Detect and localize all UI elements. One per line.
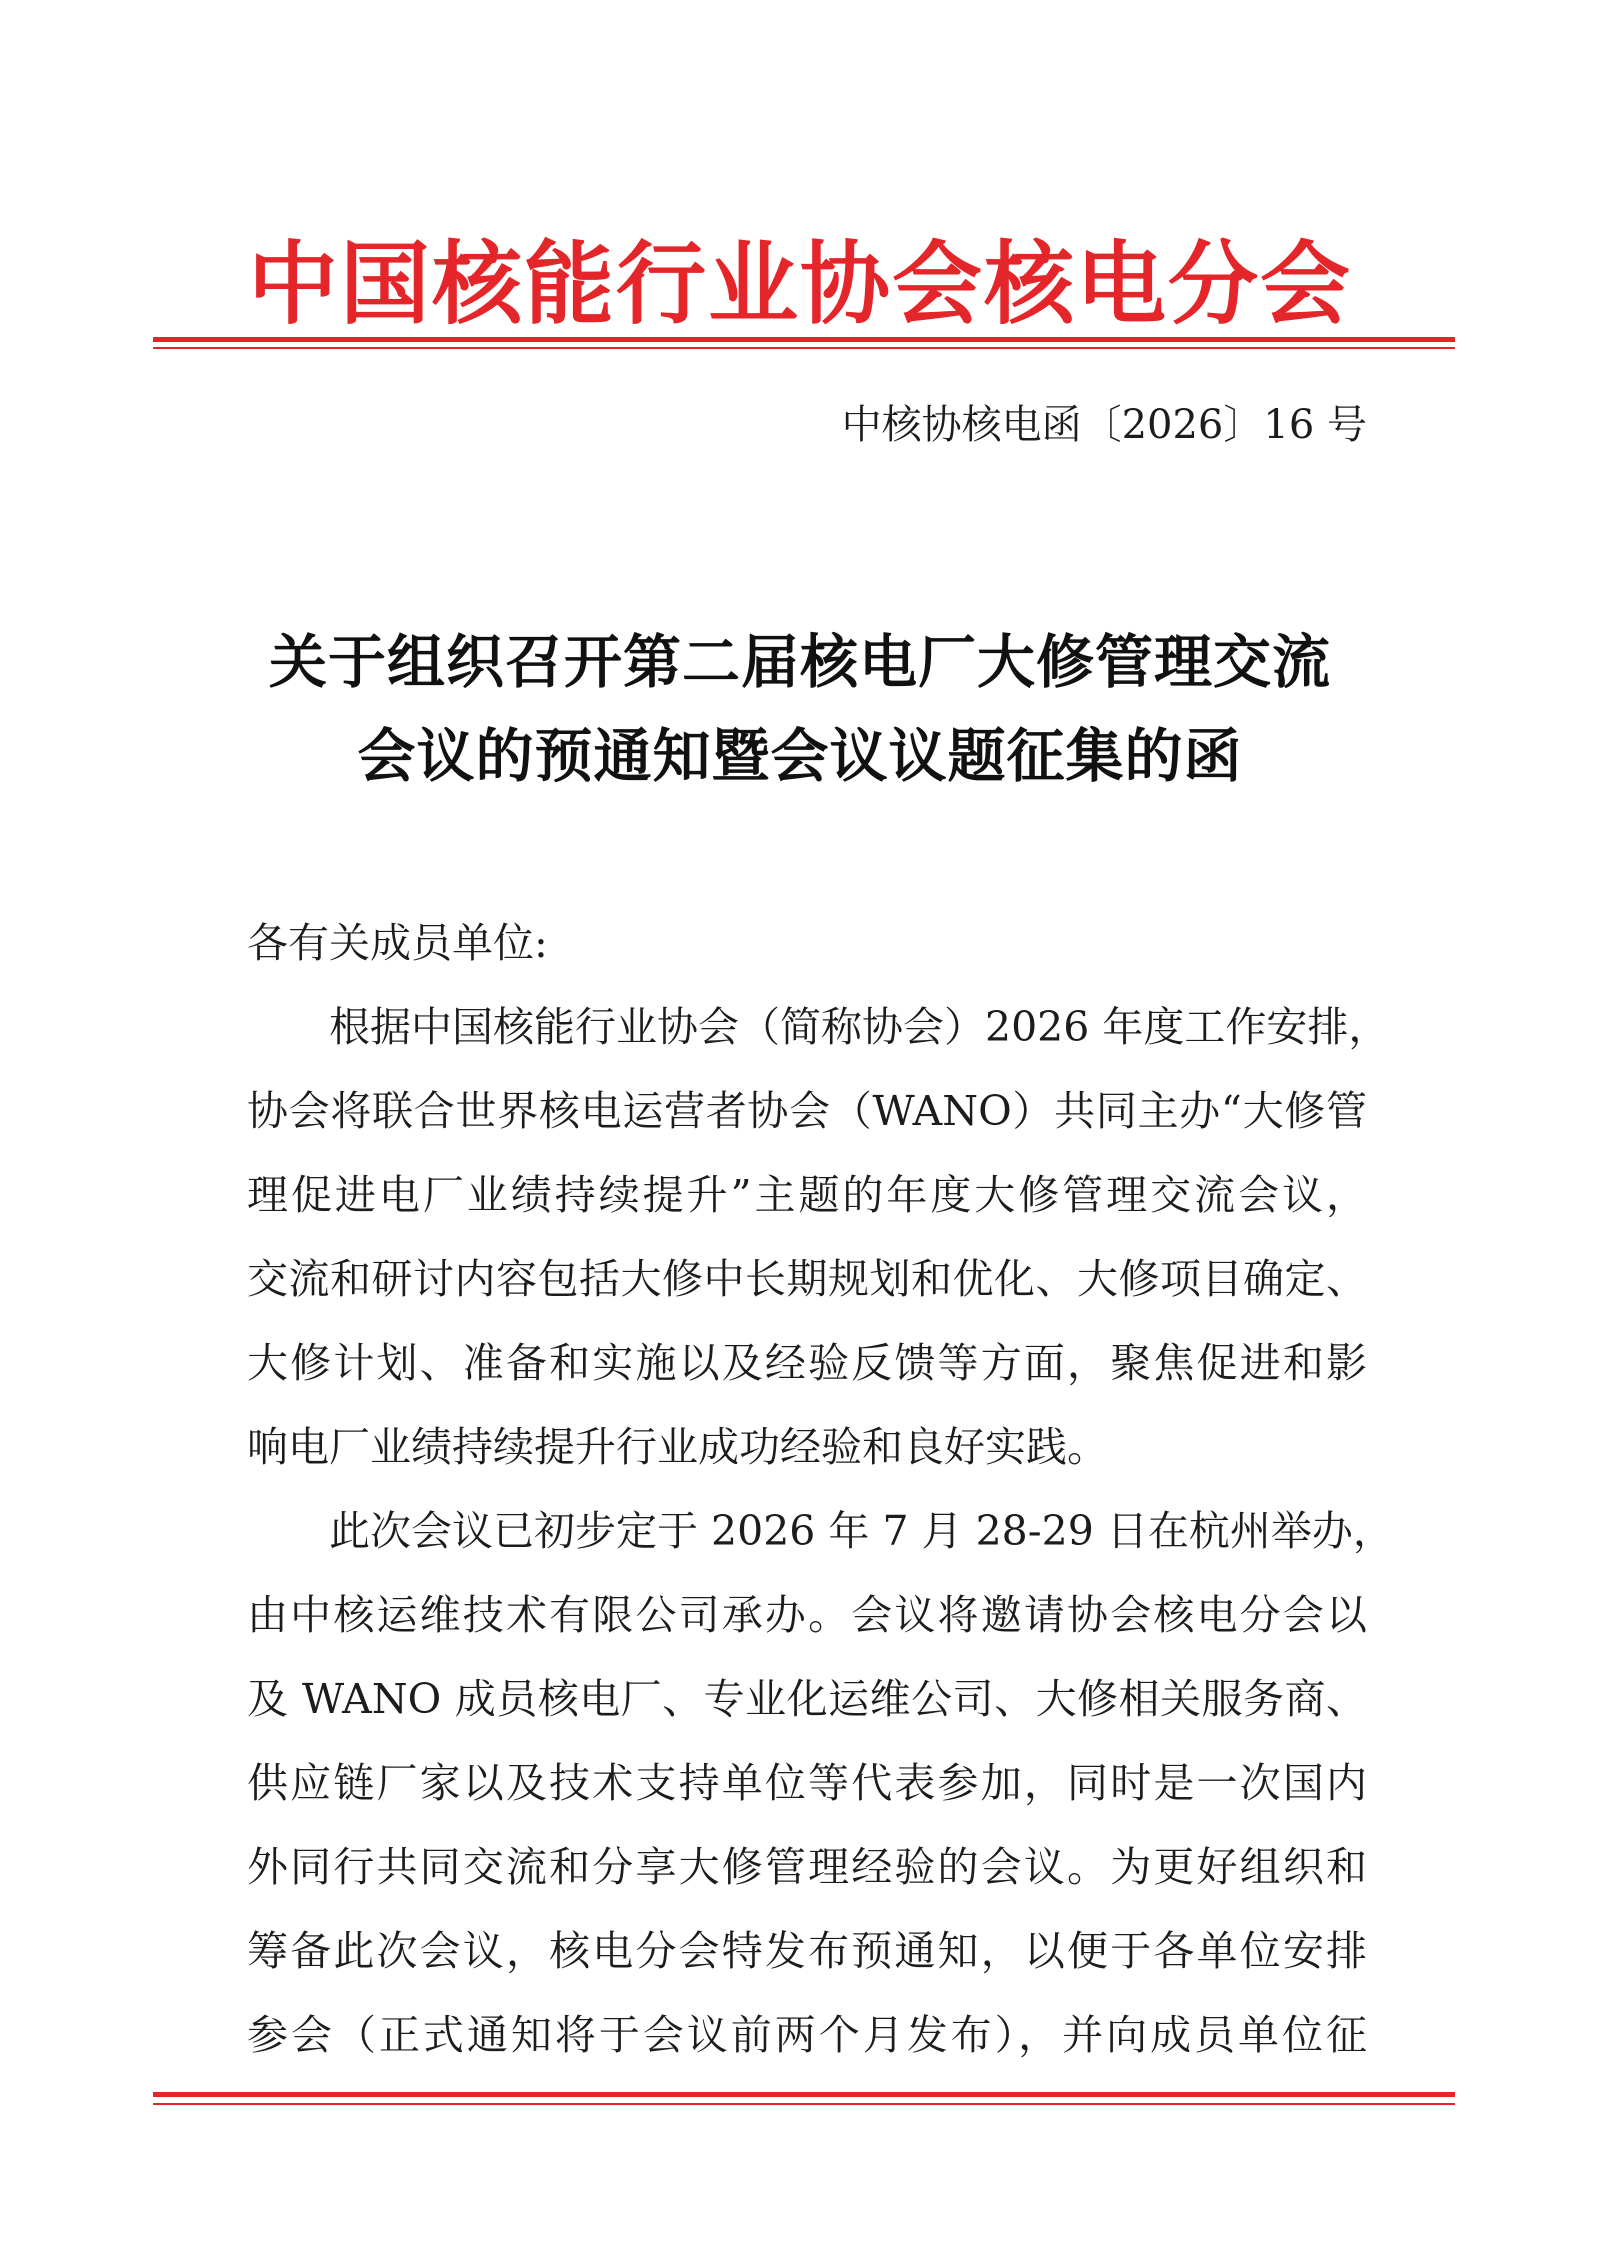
paragraph-line: 大修计划、准备和实施以及经验反馈等方面，聚焦促进和影 (247, 1339, 1367, 1387)
paragraph-line: 响电厂业绩持续提升行业成功经验和良好实践。 (247, 1423, 1108, 1471)
body-paragraph (247, 1489, 1394, 2077)
paragraph-line: 外同行共同交流和分享大修管理经验的会议。为更好组织和 (247, 1843, 1367, 1891)
document-body (247, 901, 1394, 2077)
paragraph-line: 供应链厂家以及技术支持单位等代表参加，同时是一次国内 (247, 1759, 1367, 1807)
paragraph-line: 根据中国核能行业协会（简称协会）2026 年度工作安排， (329, 1003, 1390, 1051)
document-title (0, 615, 1600, 803)
salutation: 各有关成员单位: (247, 919, 548, 967)
footer-rule-thick (153, 2092, 1455, 2097)
paragraph-line: 筹备此次会议，核电分会特发布预通知，以便于各单位安排 (247, 1927, 1367, 1975)
letterhead-rule-thin (153, 347, 1455, 349)
letterhead-rule-thick (153, 337, 1455, 342)
title-line: 关于组织召开第二届核电厂大修管理交流 (268, 628, 1331, 696)
paragraph-line: 参会（正式通知将于会议前两个月发布），并向成员单位征 (247, 2011, 1367, 2059)
document-number: 中核协核电函〔2026〕16 号 (841, 402, 1367, 448)
body-paragraph (247, 985, 1390, 1489)
paragraph-line: 协会将联合世界核电运营者协会（WANO）共同主办“大修管 (247, 1087, 1367, 1135)
paragraph-line: 及 WANO 成员核电厂、专业化运维公司、大修相关服务商、 (247, 1675, 1367, 1723)
footer-rule-thin (153, 2103, 1455, 2105)
paragraph-line: 由中核运维技术有限公司承办。会议将邀请协会核电分会以 (247, 1591, 1367, 1639)
title-line: 会议的预通知暨会议议题征集的函 (357, 722, 1243, 790)
paragraph-line: 交流和研讨内容包括大修中长期规划和优化、大修项目确定、 (247, 1255, 1367, 1303)
paragraph-line: 此次会议已初步定于 2026 年 7 月 28-29 日在杭州举办， (329, 1507, 1394, 1555)
letterhead-org-name: 中国核能行业协会核电分会 (248, 231, 1352, 337)
paragraph-line: 理促进电厂业绩持续提升”主题的年度大修管理交流会议， (247, 1171, 1367, 1219)
